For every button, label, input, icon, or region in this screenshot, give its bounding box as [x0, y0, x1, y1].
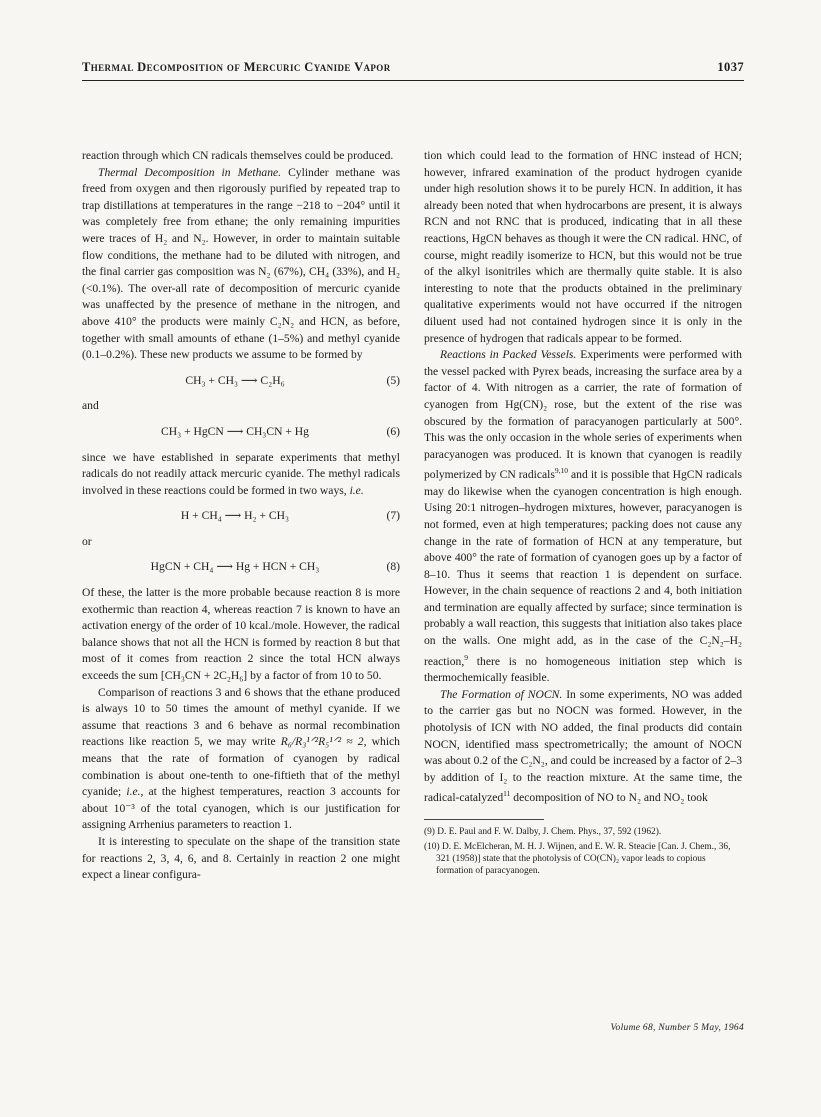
- right-column: [424, 148, 742, 881]
- equation-6-expr: CH₃ + HgCN ⟶ CH₃CN + Hg: [161, 424, 309, 438]
- footnote-10: (10) D. E. McElcheran, M. H. J. Wijnen, and E. W. R. Steacie [Can. J. Chem., 36, 321 (1958)] state that the photolysis of CO(CN)₂ vapor leads to copious formation of paracyanogen.: [424, 841, 731, 877]
- equation-7-expr: H + CH₄ ⟶ H₂ + CH₃: [180, 509, 290, 523]
- section-heading-packed-vessels: Reactions in Packed Vessels.: [440, 348, 577, 362]
- left-paragraph-2-text: Cylinder methane was freed from oxygen and then rigorously purified by repeated trap to trap distillations at temperatures in the range −218 to −204° until it was completely free from ethane; the only remaining impurities were traces of H₂ and N₂. However, in order to maintain suitable flow conditions, the methane had to be diluted with nitrogen, and the final carrier gas composition was N₂ (67%), CH₄ (33%), and H₂ (<0.1%). The over-all rate of decomposition of mercuric cyanide was unaffected by the presence of methane in the nitrogen, and above 410° the products were mainly C₂N₂ and HCN, as before, together with small amounts of ethane (1–5%) and methyl cyanide (0.1–0.2%). These new products we assume to be formed by: [82, 165, 400, 362]
- citation-11: 11: [503, 789, 511, 799]
- ie-abbrev: i.e.: [126, 785, 141, 799]
- right-paragraph-2-text-a: Experiments were performed with the vessel packed with Pyrex beads, increasing the surface area by a factor of 4. With nitrogen as a carrier, the rate of formation of cyanogen from Hg(CN)₂ rose, but the extent of the rise was obscured by the formation of paracyanogen particularly at 500°. This was the only occasion in the whole series of experiments when paracyanogen was produced. It is known that cyanogen is readily polymerized by CN radicals: [424, 348, 742, 482]
- left-paragraph-5-text-c: , at the highest temperatures, reaction 3 accounts for about 10⁻³ of the total cyanogen, which is our justification for assigning Arrhenius parameters to reaction 1.: [82, 785, 400, 832]
- right-paragraph-2-text-b: and it is possible that HgCN radicals may do likewise when the cyanogen concentration is high enough. Using 20:1 nitrogen–hydrogen mixtures, however, paracyanogen is not formed, even at high temperatures; packing does not cause any change in the rate of formation of HCN at any temperature, but above 400° the rate of formation of cyanogen goes up by a factor of 8–10. Thus it seems that reaction 1 is dependent on surface. However, in the chain sequence of reactions 2 and 4, both initiation and termination are equally affected by surface; since termination is probably a wall reaction, this suggests that initiation also takes place on the walls. One might add, as in the case of the C₂N₂–H₂ reaction,: [424, 468, 742, 668]
- left-paragraph-5-text-a: Comparison of reactions 3 and 6 shows that the ethane produced is always 10 to 50 times the amount of methyl cyanide. If we assume that reactions 3 and 6 behave as normal recombination reactions like reaction 5, we may write: [82, 685, 400, 749]
- equation-8-number: (8): [386, 560, 400, 574]
- right-paragraph-3: [424, 687, 742, 807]
- journal-footer: Volume 68, Number 5 May, 1964: [610, 1023, 744, 1033]
- left-paragraph-1: reaction through which CN radicals themselves could be produced.: [82, 149, 394, 162]
- left-paragraph-3: [82, 450, 400, 500]
- left-paragraph-5-text-b: , which means that the rate of formation of cyanogen by radical combination is about one-tenth to one-fiftieth that of the methyl cyanide;: [82, 735, 400, 799]
- equation-5: [82, 373, 400, 390]
- equation-5-number: (5): [386, 373, 400, 387]
- footnotes: [424, 826, 742, 878]
- ie-abbrev: i.e.: [349, 483, 364, 497]
- running-header: [82, 60, 744, 75]
- left-paragraph-5: [82, 685, 400, 834]
- running-title: Thermal Decomposition of Mercuric Cyanide Vapor: [82, 60, 391, 74]
- right-paragraph-3-text-b: decomposition of NO to N₂ and NO₂ took: [510, 791, 708, 805]
- equation-6-number: (6): [386, 424, 400, 438]
- equation-7-number: (7): [386, 509, 400, 523]
- equation-7: [82, 508, 400, 525]
- right-paragraph-3-text-a: In some experiments, NO was added to the carrier gas but no NOCN was formed. However, in the photolysis of ICN with NO added, the final products did contain NOCN, identified mass spectrometrically; the amount of NOCN was about 0.2 of the C₂N₂, and could be increased by a factor of 2–3 by addition of I₂ to the reaction mixture. At the same time, the radical-catalyzed: [424, 687, 742, 805]
- connector-or: or: [82, 534, 92, 548]
- right-paragraph-2-text-c: there is no homogeneous initiation step which is thermochemically feasible.: [424, 654, 742, 685]
- left-paragraph-3-text: since we have established in separate experiments that methyl radicals do not readily attack mercuric cyanide. The methyl radicals involved in these reactions could be formed in two ways,: [82, 450, 400, 497]
- header-rule: [82, 80, 744, 81]
- equation-8: [82, 559, 400, 576]
- left-paragraph-6: It is interesting to speculate on the shape of the transition state for reactions 2, 3, 4, 6, and 8. Certainly in reaction 2 one might expect a linear configura-: [82, 834, 400, 882]
- page-number: 1037: [717, 60, 744, 74]
- equation-8-expr: HgCN + CH₄ ⟶ Hg + HCN + CH₃: [150, 560, 320, 574]
- left-column: [82, 148, 400, 884]
- rate-ratio-formula: R₆/R₃¹ᐟ²R₅¹ᐟ² ≈ 2: [280, 735, 364, 749]
- right-paragraph-2: [424, 347, 742, 687]
- footnote-rule: [424, 819, 544, 820]
- equation-5-expr: CH₃ + CH₃ ⟶ C₂H₆: [185, 373, 285, 387]
- citation-9: 9: [464, 652, 468, 662]
- citation-9-10: 9,10: [554, 466, 568, 476]
- left-paragraph-4: Of these, the latter is the more probable because reaction 8 is more exothermic than reaction 4, whereas reaction 7 is known to have an activation energy of the order of 10 kcal./mole. However, the radical balance shows that not all the HCN is formed by reaction 8 but that most of it comes from reaction 2 since the total HCN always exceeds the sum [CH₃CN + 2C₂H₆] by a factor of from 10 to 50.: [82, 586, 400, 683]
- section-heading-methane: Thermal Decomposition in Methane.: [98, 165, 282, 179]
- section-heading-nocn: The Formation of NOCN.: [440, 687, 563, 701]
- right-paragraph-1: tion which could lead to the formation of HNC instead of HCN; however, infrared examination of the product hydrogen cyanide under high resolution shows it to be purely HCN. In addition, it has already been noted that when hydrocarbons are present, it is always RCN and not RNC that is produced, indicating that in all these reactions, HgCN behaves as though it were the CN radical. HNC, of course, might readily isomerize to HCN, but this would not be true of the alkyl isonitriles which are thermally quite stable. It is also interesting to note that the products obtained in the preliminary qualitative experiments would not have occurred if the nitrogen diluent used had not contained hydrogen since it is only in the presence of hydrogen that radicals appear to be formed.: [424, 149, 742, 345]
- footnote-9: (9) D. E. Paul and F. W. Dalby, J. Chem. Phys., 37, 592 (1962).: [424, 826, 662, 837]
- left-paragraph-2: [82, 165, 400, 364]
- equation-6: [82, 424, 400, 441]
- connector-and: and: [82, 399, 99, 413]
